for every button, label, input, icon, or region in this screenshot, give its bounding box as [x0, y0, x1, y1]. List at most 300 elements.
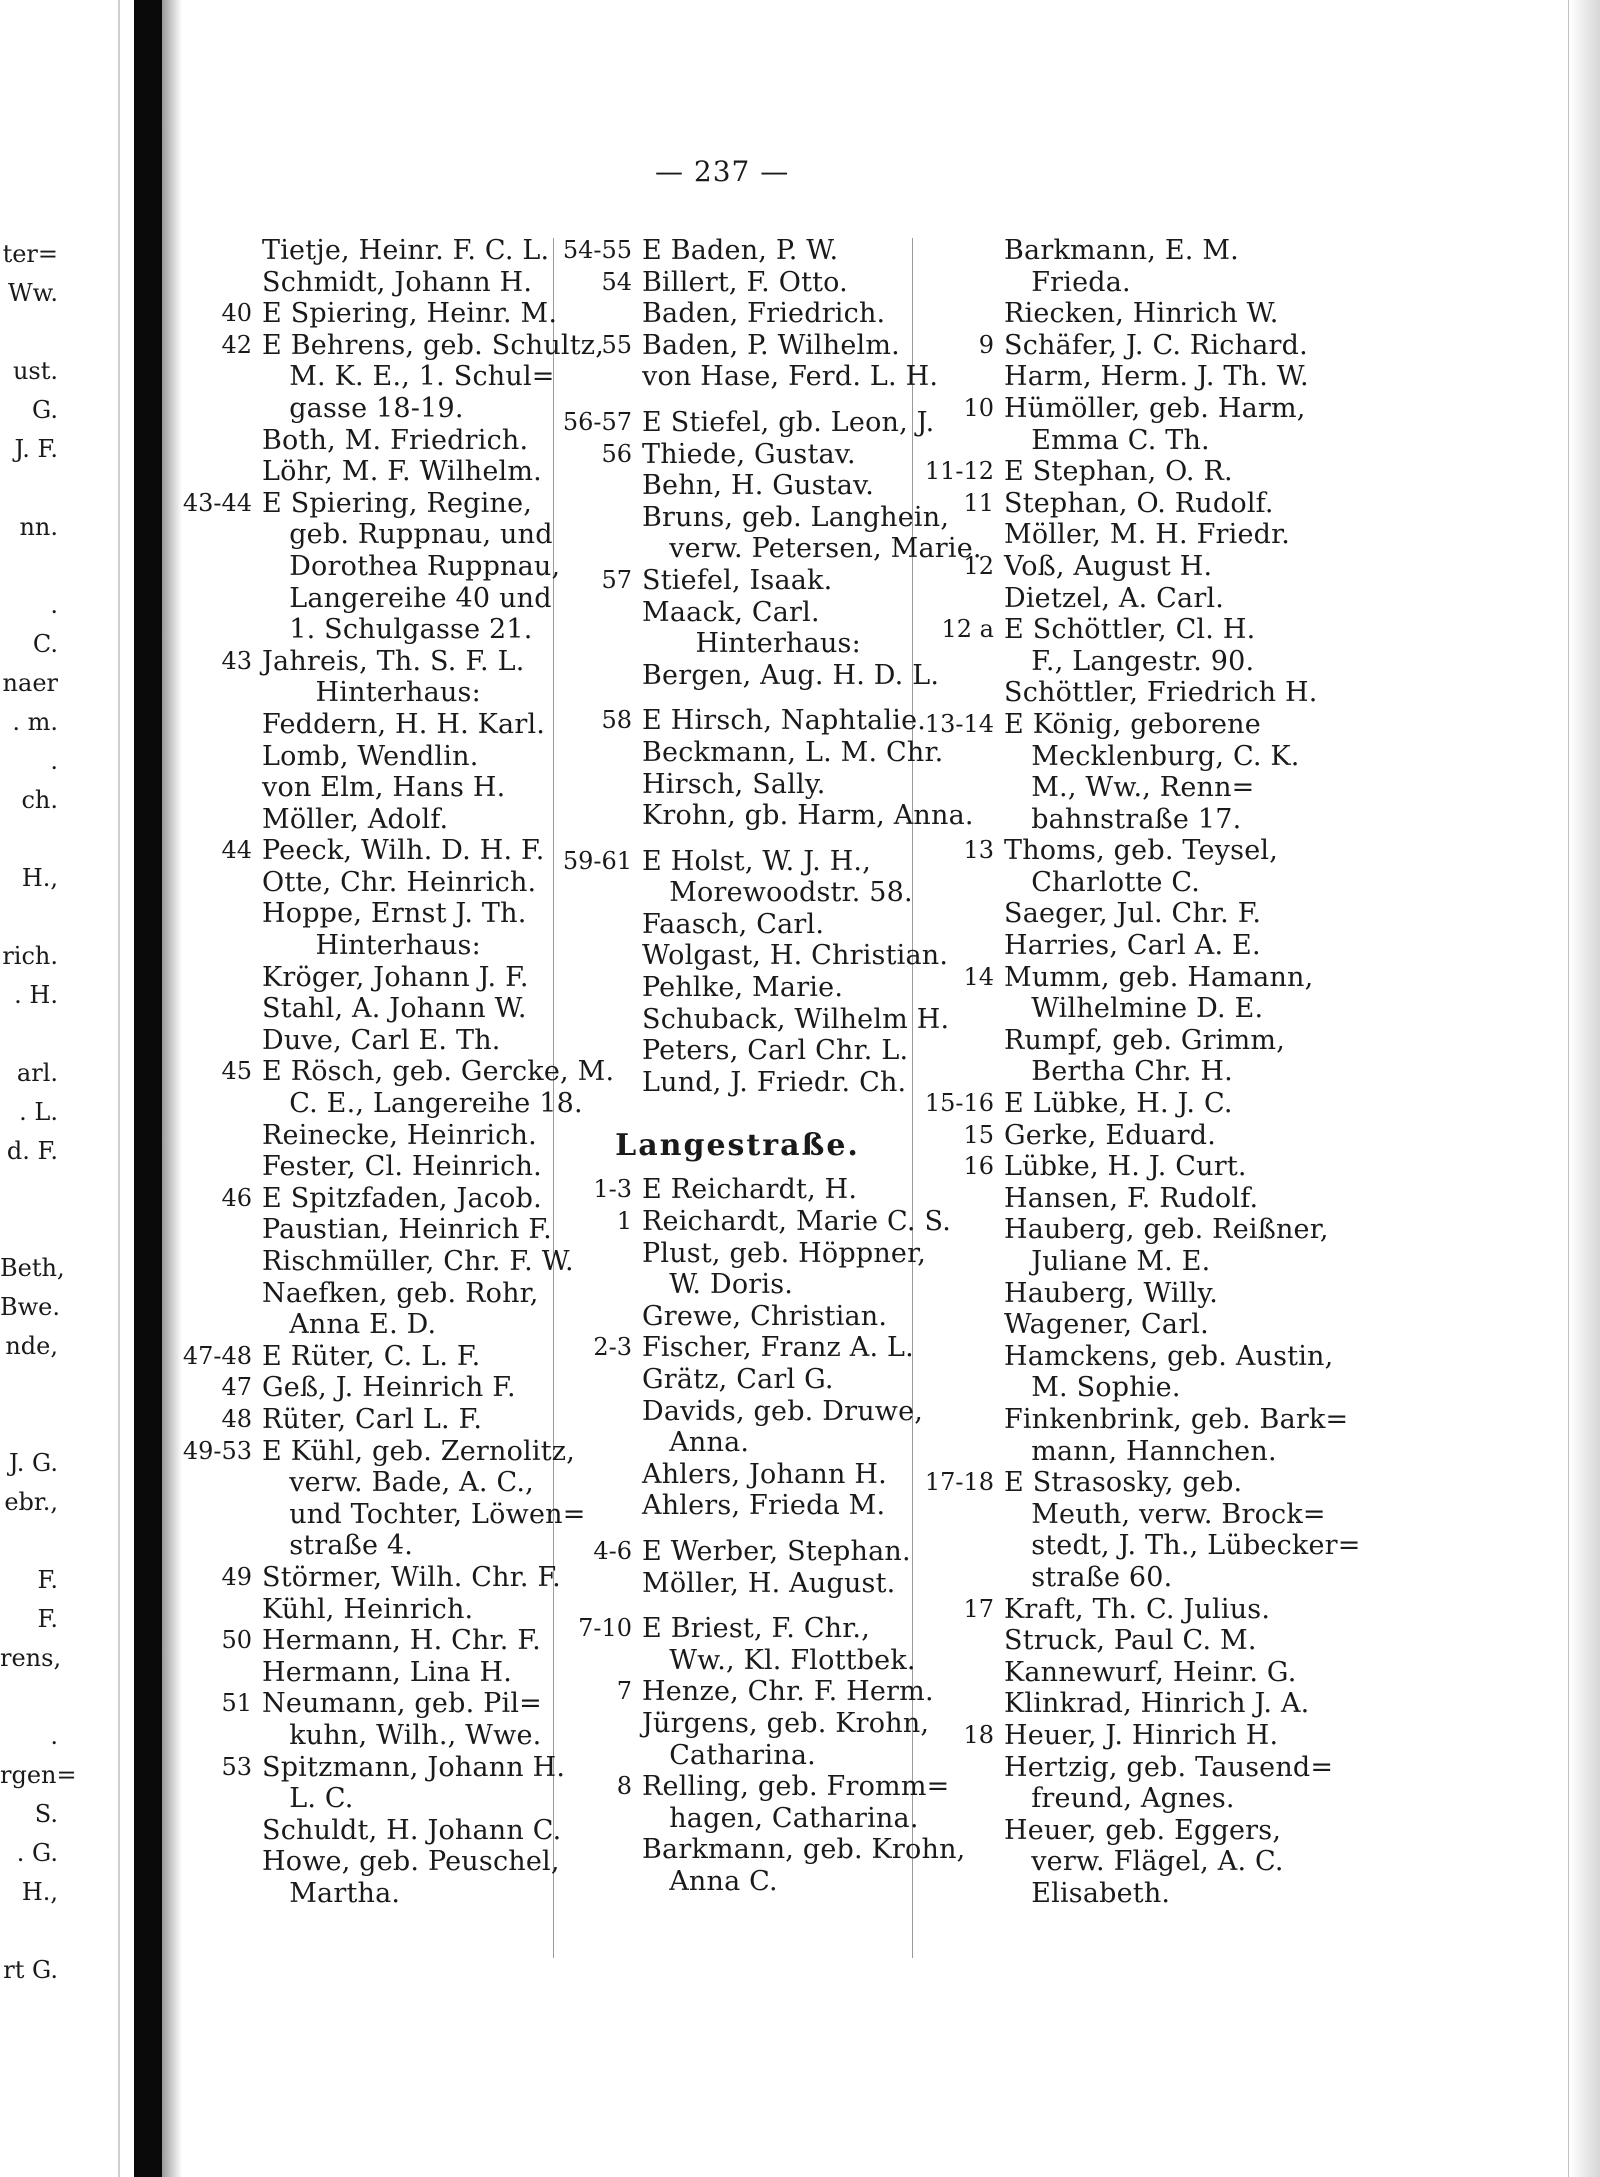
house-number: 46: [221, 1183, 252, 1212]
house-number: [560, 1364, 642, 1396]
resident-name: Wagener, Carl.: [1004, 1309, 1209, 1341]
directory-entry: [560, 470, 915, 502]
house-number: 54-55: [562, 236, 632, 264]
resident-name: E Schöttler, Cl. H.: [1004, 614, 1256, 646]
directory-entry: [922, 1214, 1329, 1246]
directory-entry: [922, 1846, 1284, 1878]
directory-entry: [180, 425, 540, 457]
facing-page-fragment: . L.: [19, 1098, 58, 1126]
page-edge-line: [1568, 0, 1569, 2177]
house-number: 12: [963, 551, 994, 580]
directory-entry: [180, 867, 540, 899]
directory-entry: [560, 361, 939, 393]
resident-name: Heuer, J. Hinrich H.: [1004, 1719, 1279, 1751]
directory-entry: [922, 487, 1274, 520]
resident-name: E Baden, P. W.: [642, 235, 839, 266]
house-number: 43-44: [182, 488, 252, 517]
resident-name: Rumpf, geb. Grimm,: [1004, 1024, 1286, 1056]
house-number: [922, 741, 1004, 773]
resident-name: E Behrens, geb. Schultz,: [262, 329, 604, 361]
resident-name: F., Langestr. 90.: [1004, 645, 1255, 677]
resident-name: E Rösch, geb. Gercke, M.: [262, 1056, 615, 1088]
directory-entry: [560, 1206, 951, 1238]
directory-entry: [560, 909, 915, 941]
directory-entry: [560, 1035, 915, 1067]
directory-entry: [180, 1814, 562, 1847]
resident-name: Schöttler, Friedrich H.: [1004, 677, 1318, 709]
directory-entry: [180, 1625, 540, 1657]
house-number: [180, 962, 262, 994]
house-number: 55: [601, 330, 632, 359]
house-number: [180, 1120, 262, 1152]
house-number: [180, 930, 262, 962]
house-number: 49-53: [182, 1436, 252, 1465]
directory-entry: [180, 488, 540, 520]
directory-entry: [180, 993, 540, 1025]
resident-name: Hauberg, geb. Reißner,: [1004, 1214, 1329, 1246]
directory-entry: [180, 550, 561, 583]
directory-entry: [180, 1056, 615, 1088]
resident-name: Lund, J. Friedr. Ch.: [642, 1066, 907, 1098]
resident-name: bahnstraße 17.: [1004, 803, 1242, 835]
house-number: [922, 1499, 1004, 1531]
directory-entry: [560, 846, 915, 878]
directory-entry: [560, 406, 935, 439]
directory-entry: [560, 501, 950, 534]
directory-entry: [180, 804, 540, 836]
house-number: 15: [963, 1120, 994, 1149]
house-number: 17-18: [924, 1468, 994, 1497]
house-number: [560, 502, 642, 534]
directory-entry: [180, 1341, 540, 1373]
resident-name: E Stephan, O. R.: [1004, 456, 1233, 488]
resident-name: stedt, J. Th., Lübecker=: [1004, 1530, 1361, 1562]
house-number: [560, 361, 642, 393]
house-number: 13: [963, 836, 994, 865]
house-number: [560, 1490, 642, 1522]
house-number: 18: [963, 1720, 994, 1749]
resident-name: und Tochter, Löwen=: [262, 1498, 586, 1530]
directory-entry: [560, 1536, 915, 1568]
directory-entry: [180, 267, 540, 299]
resident-name: E Hirsch, Naphtalie.: [642, 705, 927, 737]
house-number: [180, 1783, 262, 1815]
resident-name: Möller, Adolf.: [262, 803, 449, 835]
resident-name: Duve, Carl E. Th.: [262, 1024, 501, 1056]
resident-name: Barkmann, geb. Krohn,: [642, 1834, 966, 1866]
resident-name: Howe, geb. Peuschel,: [262, 1846, 560, 1878]
house-number: [180, 267, 262, 299]
house-number: 48: [221, 1404, 252, 1433]
house-number: [922, 519, 1004, 551]
directory-entry: [560, 1568, 915, 1600]
directory-entry: [922, 329, 1308, 362]
house-number: [922, 1056, 1004, 1088]
resident-name: Baden, Friedrich.: [642, 298, 886, 330]
resident-name: verw. Bade, A. C.,: [262, 1467, 534, 1499]
house-number: 43: [221, 646, 252, 675]
house-number: 53: [221, 1752, 252, 1781]
directory-entry: [180, 1372, 540, 1404]
resident-name: Emma C. Th.: [1004, 424, 1210, 456]
house-number: 14: [963, 962, 994, 991]
directory-entry: [180, 1214, 552, 1246]
directory-entry: [560, 533, 982, 565]
directory-entry: [560, 1645, 915, 1677]
house-number: 1: [616, 1207, 632, 1236]
resident-name: Bertha Chr. H.: [1004, 1056, 1233, 1088]
house-number: [560, 769, 642, 801]
facing-page-fragment: J. F.: [14, 435, 58, 463]
resident-name: Stiefel, Isaak.: [642, 564, 833, 596]
resident-name: Hermann, H. Chr. F.: [262, 1625, 541, 1657]
directory-entry: [922, 614, 1267, 646]
resident-name: Saeger, Jul. Chr. F.: [1004, 898, 1262, 930]
directory-entry: [560, 1332, 915, 1364]
resident-name: E Spiering, Regine,: [262, 487, 533, 519]
resident-name: Reichardt, Marie C. S.: [642, 1206, 951, 1238]
resident-name: Voß, August H.: [1004, 550, 1213, 582]
resident-name: Hertzig, geb. Tausend=: [1004, 1751, 1334, 1783]
directory-entry: [560, 769, 915, 801]
directory-entry: [180, 1561, 561, 1594]
resident-name: gasse 18-19.: [262, 392, 464, 424]
book-binding: [134, 0, 162, 2177]
resident-name: Peeck, Wilh. D. H. F.: [262, 835, 545, 867]
street-heading: Langestraße.: [615, 1128, 860, 1164]
house-number: 7-10: [578, 1614, 632, 1643]
house-number: [560, 1834, 642, 1866]
resident-name: Geß, J. Heinrich F.: [262, 1372, 516, 1404]
resident-name: Faasch, Carl.: [642, 908, 825, 940]
house-number: 12 a: [941, 615, 994, 644]
resident-name: Behn, H. Gustav.: [642, 470, 875, 502]
resident-name: Martha.: [262, 1877, 401, 1909]
directory-entry: [922, 1625, 1267, 1657]
directory-entry: [922, 709, 1267, 741]
house-number: [560, 1301, 642, 1333]
directory-entry: [180, 646, 540, 678]
house-number: [180, 993, 262, 1025]
resident-name: Ahlers, Johann H.: [642, 1458, 887, 1490]
house-number: 11-12: [924, 457, 994, 486]
page-edge-shadow: [1570, 0, 1600, 2177]
directory-entry: [180, 1309, 540, 1341]
directory-entry: [560, 628, 915, 660]
directory-entry: [560, 1834, 966, 1866]
resident-name: Anna.: [642, 1427, 750, 1459]
house-number: [180, 1530, 262, 1562]
resident-name: Gerke, Eduard.: [1004, 1119, 1217, 1151]
house-number: 56-57: [562, 407, 632, 436]
house-number: [180, 551, 262, 583]
house-number: [180, 1499, 262, 1531]
house-number: [922, 1309, 1004, 1341]
house-number: [180, 898, 262, 930]
house-number: 1-3: [593, 1175, 632, 1204]
house-number: [922, 772, 1004, 804]
resident-name: Grewe, Christian.: [642, 1300, 888, 1332]
resident-name: Kannewurf, Heinr. G.: [1004, 1656, 1297, 1688]
directory-entry: [560, 800, 974, 832]
resident-name: Spitzmann, Johann H.: [262, 1751, 566, 1783]
house-number: [560, 877, 642, 909]
facing-page-fragment: Ww.: [8, 279, 58, 307]
directory-entry: [180, 329, 604, 362]
directory-entry: [180, 772, 540, 804]
directory-entry: [560, 330, 915, 362]
resident-name: hagen, Catharina.: [642, 1802, 919, 1834]
directory-entry: [180, 235, 550, 267]
facing-page-fragment: Bwe.: [0, 1293, 61, 1321]
facing-page-fragment: rens,: [0, 1644, 62, 1672]
house-number: 2-3: [593, 1333, 632, 1362]
resident-name: Krohn, gb. Harm, Anna.: [642, 800, 974, 832]
house-number: [922, 1783, 1004, 1815]
directory-entry: [180, 361, 555, 393]
resident-name: E Stiefel, gb. Leon, J.: [642, 406, 935, 438]
resident-name: Hamckens, geb. Austin,: [1004, 1340, 1334, 1372]
house-number: [180, 1594, 262, 1626]
resident-name: geb. Ruppnau, und: [262, 519, 553, 551]
resident-name: E König, geborene: [1004, 708, 1261, 740]
house-number: 13-14: [924, 709, 994, 738]
resident-name: freund, Agnes.: [1004, 1783, 1235, 1815]
resident-name: Stahl, A. Johann W.: [262, 993, 527, 1025]
resident-name: von Hase, Ferd. L. H.: [642, 361, 939, 393]
house-number: [560, 1067, 642, 1099]
facing-page-fragment: .: [50, 1722, 58, 1750]
directory-entry: [922, 1751, 1334, 1784]
house-number: [922, 646, 1004, 678]
house-number: [180, 772, 262, 804]
house-number: [180, 235, 262, 267]
resident-name: Grätz, Carl G.: [642, 1364, 834, 1395]
resident-name: kuhn, Wilh., Wwe.: [262, 1719, 542, 1751]
resident-name: E Spitzfaden, Jacob.: [262, 1182, 542, 1214]
directory-entry: [180, 1657, 540, 1689]
directory-entry: [180, 677, 540, 709]
house-number: [922, 267, 1004, 299]
directory-entry: [180, 962, 540, 994]
directory-entry: [180, 614, 540, 646]
entry-spacer: [560, 691, 915, 705]
resident-name: Rischmüller, Chr. F. W.: [262, 1246, 574, 1277]
house-number: 42: [221, 330, 252, 359]
house-number: 49: [221, 1562, 252, 1591]
house-number: [922, 361, 1004, 393]
resident-name: E Briest, F. Chr.,: [642, 1613, 870, 1645]
house-number: [180, 1846, 262, 1878]
facing-page-fragment: . H.: [14, 981, 58, 1009]
house-number: [560, 1004, 642, 1036]
resident-name: Meuth, verw. Brock=: [1004, 1498, 1326, 1530]
house-number: 47: [221, 1373, 252, 1402]
house-number: [922, 1246, 1004, 1278]
resident-name: Paustian, Heinrich F.: [262, 1214, 552, 1246]
resident-name: Feddern, H. H. Karl.: [262, 708, 546, 740]
facing-page-fragment: rich.: [2, 942, 58, 970]
resident-name: Catharina.: [642, 1739, 816, 1771]
directory-entry: [922, 930, 1267, 962]
resident-name: Fester, Cl. Heinrich.: [262, 1151, 542, 1183]
directory-entry: [922, 456, 1267, 488]
directory-entry: [180, 741, 540, 773]
directory-entry: [922, 1878, 1267, 1910]
directory-entry: [180, 1151, 540, 1183]
directory-entry: [180, 1183, 540, 1215]
directory-entry: [922, 1120, 1267, 1152]
directory-entry: [560, 1067, 915, 1099]
resident-name: Mecklenburg, C. K.: [1004, 740, 1300, 772]
resident-name: Möller, H. August.: [642, 1567, 896, 1599]
entry-spacer: [560, 832, 915, 846]
directory-entry: [922, 298, 1279, 330]
directory-entry: [560, 1707, 930, 1740]
directory-entry: [560, 235, 915, 267]
house-number: 50: [221, 1626, 252, 1655]
resident-name: verw. Petersen, Marie.: [642, 533, 982, 565]
resident-name: Schuback, Wilhelm H.: [642, 1003, 950, 1035]
resident-name: E Lübke, H. J. C.: [1004, 1088, 1233, 1120]
resident-name: Hümöller, geb. Harm,: [1004, 392, 1306, 424]
house-number: [922, 1436, 1004, 1468]
house-number: [560, 298, 642, 330]
directory-entry: [922, 1530, 1361, 1562]
house-number: [560, 1035, 642, 1067]
house-number: [180, 1467, 262, 1499]
house-number: [922, 930, 1004, 962]
resident-name: Pehlke, Marie.: [642, 972, 844, 1004]
resident-name: Möller, M. H. Friedr.: [1004, 519, 1291, 551]
house-number: [560, 800, 642, 832]
house-number: [560, 1740, 642, 1772]
house-number: [922, 1214, 1004, 1246]
resident-name: Langereihe 40 und: [262, 582, 552, 614]
facing-page-fragment: S.: [34, 1800, 58, 1828]
directory-entry: [560, 1740, 915, 1772]
resident-name: Anna C.: [642, 1865, 778, 1897]
house-number: [560, 1459, 642, 1491]
resident-name: Frieda.: [1004, 266, 1131, 298]
directory-entry: [922, 1340, 1334, 1373]
house-number: [560, 1803, 642, 1835]
directory-entry: [180, 1751, 566, 1784]
facing-page-fragment: C.: [32, 630, 58, 658]
house-number: 4-6: [593, 1536, 632, 1565]
directory-entry: [922, 835, 1278, 867]
entry-spacer: [560, 1599, 915, 1613]
house-number: [180, 1815, 262, 1847]
resident-name: Otte, Chr. Heinrich.: [262, 866, 537, 898]
house-number: [560, 1645, 642, 1677]
house-number: [922, 583, 1004, 615]
resident-name: E Rüter, C. L. F.: [262, 1340, 481, 1372]
resident-name: Hermann, Lina H.: [262, 1656, 513, 1688]
resident-name: Struck, Paul C. M.: [1004, 1625, 1257, 1657]
house-number: [180, 614, 262, 646]
directory-entry: [560, 1459, 915, 1491]
directory-entry: [922, 993, 1267, 1025]
house-number: [922, 425, 1004, 457]
house-number: [180, 1878, 262, 1910]
resident-name: Finkenbrink, geb. Bark=: [1004, 1403, 1349, 1435]
resident-name: W. Doris.: [642, 1269, 794, 1301]
directory-entry: [922, 898, 1267, 930]
resident-name: Bergen, Aug. H. D. L.: [642, 659, 940, 691]
house-number: [922, 993, 1004, 1025]
resident-name: straße 60.: [1004, 1561, 1173, 1593]
resident-name: Beckmann, L. M. Chr.: [642, 736, 944, 768]
directory-entry: [922, 1151, 1267, 1183]
house-number: [560, 597, 642, 629]
house-number: 7: [616, 1677, 632, 1706]
resident-name: Tietje, Heinr. F. C. L.: [262, 235, 550, 266]
resident-name: Thoms, geb. Teysel,: [1004, 835, 1278, 867]
resident-name: E Reichardt, H.: [642, 1174, 858, 1206]
directory-entry: [922, 1435, 1277, 1468]
house-number: [922, 298, 1004, 330]
resident-name: E Kühl, geb. Zernolitz,: [262, 1435, 575, 1467]
directory-entry: [180, 708, 546, 741]
directory-entry: [560, 1676, 934, 1708]
directory-entry: [922, 1498, 1326, 1531]
resident-name: Thiede, Gustav.: [642, 438, 856, 470]
directory-entry: [560, 705, 927, 737]
resident-name: verw. Flägel, A. C.: [1004, 1846, 1284, 1878]
directory-entry: [180, 298, 558, 330]
resident-name: Dietzel, A. Carl.: [1004, 582, 1225, 614]
directory-entry: [922, 1656, 1297, 1689]
directory-entry: [180, 1720, 540, 1752]
directory-entry: [922, 1783, 1267, 1815]
house-number: [180, 1025, 262, 1057]
resident-name: Hinterhaus:: [262, 677, 481, 709]
facing-page-fragment: ter=: [2, 240, 58, 268]
house-number: [922, 1183, 1004, 1215]
resident-name: Wilhelmine D. E.: [1004, 993, 1264, 1025]
directory-entry: [922, 361, 1309, 393]
house-number: [560, 909, 642, 941]
directory-entry: [180, 1846, 560, 1878]
house-number: [560, 1396, 642, 1428]
directory-entry: [922, 1056, 1267, 1088]
house-number: 40: [221, 299, 252, 328]
resident-name: Davids, geb. Druwe,: [642, 1395, 924, 1427]
directory-entry: [922, 867, 1267, 899]
house-number: [922, 1025, 1004, 1057]
directory-entry: [922, 1467, 1267, 1499]
directory-entry: [560, 565, 915, 597]
house-number: [560, 628, 642, 660]
resident-name: Relling, geb. Fromm=: [642, 1771, 950, 1803]
house-number: [180, 677, 262, 709]
house-number: [180, 741, 262, 773]
facing-page-fragment: Beth,: [0, 1254, 65, 1282]
directory-entry: [922, 1309, 1267, 1341]
directory-entry: [180, 1246, 574, 1278]
resident-name: Jürgens, geb. Krohn,: [642, 1707, 930, 1739]
resident-name: M. Sophie.: [1004, 1372, 1181, 1404]
resident-name: Stephan, O. Rudolf.: [1004, 487, 1274, 519]
facing-page-fragment: nn.: [19, 513, 58, 541]
resident-name: Maack, Carl.: [642, 596, 820, 628]
house-number: [922, 1625, 1004, 1657]
directory-entry: [180, 1088, 583, 1120]
directory-entry: [180, 930, 540, 962]
resident-name: Plust, geb. Höppner,: [642, 1237, 927, 1269]
house-number: [922, 1752, 1004, 1784]
